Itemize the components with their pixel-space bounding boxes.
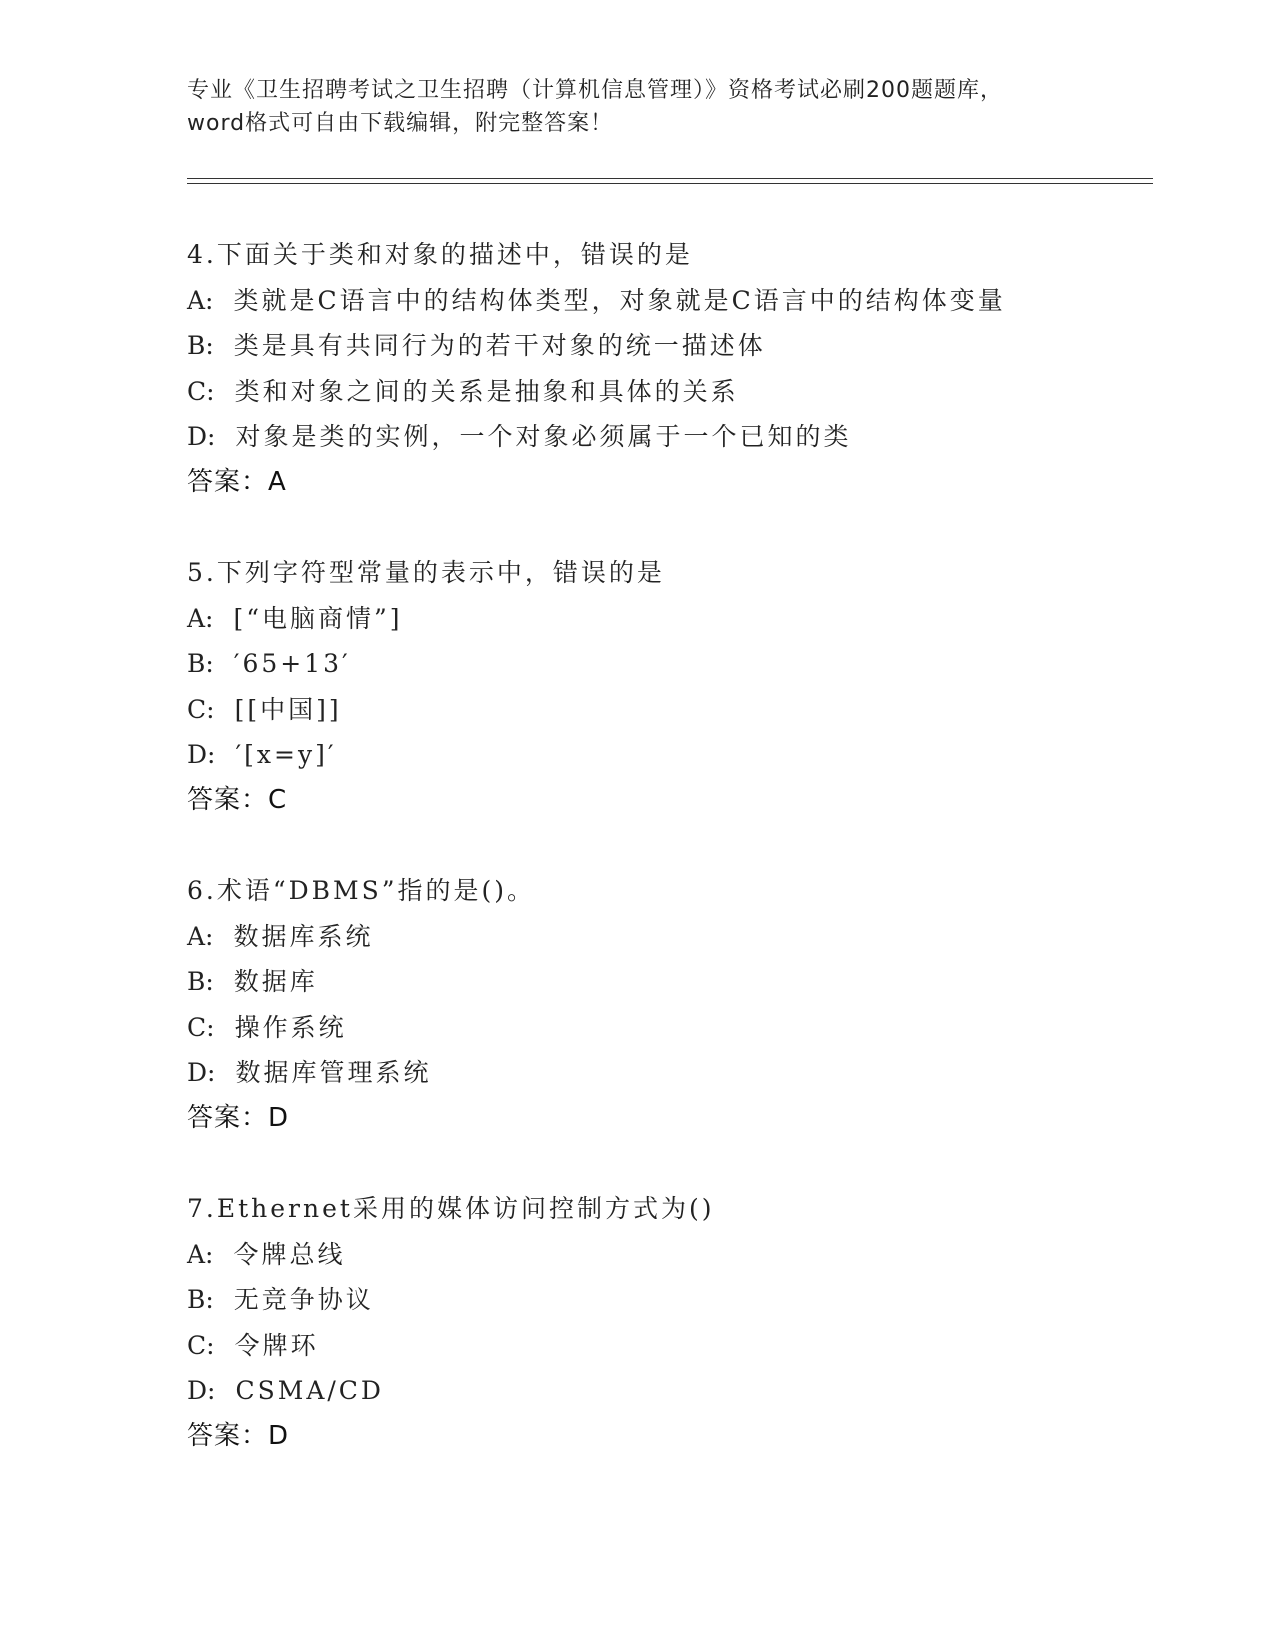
option-c: [187, 1323, 1137, 1369]
option-letter: B:: [187, 649, 214, 678]
option-letter: A:: [187, 921, 214, 951]
answer-line: 答案：D: [187, 1102, 290, 1133]
option-letter: D:: [187, 1058, 216, 1087]
option-b: [187, 641, 1137, 687]
option-letter: C:: [187, 376, 215, 406]
option-text: 类是具有共同行为的若干对象的统一描述体: [233, 331, 766, 360]
option-b: [187, 323, 1137, 369]
option-text: ′[x=y]′: [235, 740, 337, 769]
header-line-2: word格式可自由下载编辑，附完整答案！: [187, 111, 614, 136]
option-text: 数据库管理系统: [235, 1058, 432, 1087]
option-text: CSMA/CD: [235, 1376, 384, 1405]
answer-line: 答案：A: [187, 466, 287, 497]
option-text: ′65+13′: [233, 649, 351, 678]
option-letter: D:: [187, 740, 216, 769]
option-d: [187, 1050, 1137, 1096]
option-a: [187, 914, 1137, 960]
option-text: 数据库系统: [233, 921, 374, 951]
option-d: [187, 732, 1137, 778]
option-text: 类就是C语言中的结构体类型，对象就是C语言中的结构体变量: [233, 285, 1006, 315]
option-text: [“电脑商情”]: [233, 603, 403, 633]
option-letter: B:: [187, 1285, 214, 1314]
option-text: 无竞争协议: [233, 1285, 374, 1314]
option-letter: C:: [187, 694, 215, 724]
option-letter: D:: [187, 1376, 216, 1405]
option-text: 数据库: [233, 967, 318, 996]
option-a: [187, 1232, 1137, 1278]
option-text: 类和对象之间的关系是抽象和具体的关系: [234, 376, 739, 406]
option-letter: B:: [187, 967, 214, 996]
option-c: [187, 1005, 1137, 1051]
option-letter: B:: [187, 331, 214, 360]
option-letter: A:: [187, 603, 214, 633]
option-letter: D:: [187, 422, 216, 451]
option-d: [187, 414, 1137, 460]
option-letter: A:: [187, 1239, 214, 1269]
option-a: [187, 596, 1137, 642]
question-block: [187, 550, 1137, 823]
option-c: [187, 687, 1137, 733]
option-text: 令牌总线: [233, 1239, 346, 1269]
answer-line: 答案：C: [187, 784, 288, 815]
question-block: [187, 868, 1137, 1141]
question-block: [187, 232, 1137, 505]
question-stem: 7.Ethernet采用的媒体访问控制方式为(): [187, 1194, 715, 1223]
option-a: [187, 278, 1137, 324]
option-text: 操作系统: [234, 1012, 347, 1042]
option-letter: C:: [187, 1012, 215, 1042]
header-line-1: 专业《卫生招聘考试之卫生招聘（计算机信息管理）》资格考试必刷200题题库，: [187, 78, 1003, 103]
option-letter: A:: [187, 285, 214, 315]
question-stem: 6.术语“DBMS”指的是()。: [187, 876, 536, 905]
answer-line: 答案：D: [187, 1420, 290, 1451]
option-d: [187, 1368, 1137, 1414]
question-stem: 4.下面关于类和对象的描述中，错误的是: [187, 240, 693, 269]
option-text: [[中国]]: [234, 694, 342, 724]
option-b: [187, 959, 1137, 1005]
option-text: 对象是类的实例，一个对象必须属于一个已知的类: [235, 422, 852, 451]
option-letter: C:: [187, 1330, 215, 1360]
question-stem: 5.下列字符型常量的表示中，错误的是: [187, 558, 665, 587]
question-block: [187, 1186, 1137, 1459]
option-b: [187, 1277, 1137, 1323]
header-divider-top: [187, 178, 1153, 179]
header-divider-bottom: [187, 183, 1153, 184]
option-text: 令牌环: [234, 1330, 319, 1360]
option-c: [187, 369, 1137, 415]
document-header: [187, 74, 1087, 140]
